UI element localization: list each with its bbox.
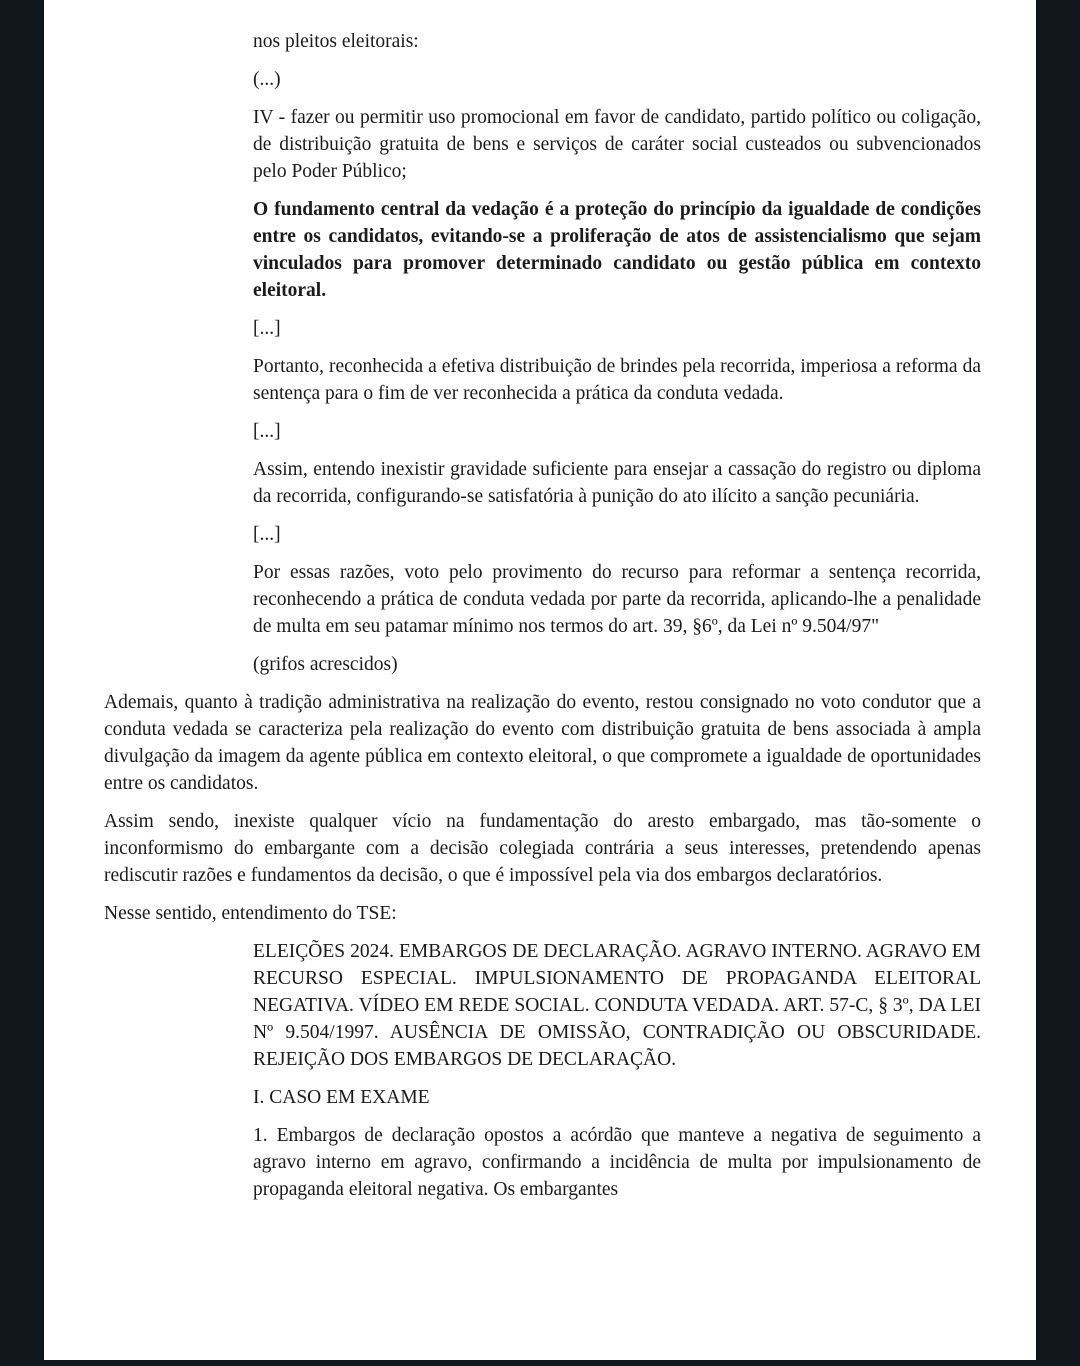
paragraph-quote-headnote: ELEIÇÕES 2024. EMBARGOS DE DECLARAÇÃO. AGRAVO INTERNO. AGRAVO EM RECURSO ESPECIAL. IMPULSIONAMENTO DE PROPAGANDA ELEITORAL NEGATIVA. VÍDEO EM REDE SOCIAL. CONDUTA VEDADA. ART. 57-C, § 3º, DA LEI Nº 9.504/1997. AUSÊNCIA DE OMISSÃO, CONTRADIÇÃO OU OBSCURIDADE. REJEIÇÃO DOS EMBARGOS DE DECLARAÇÃO. — [253, 941, 981, 1070]
paragraph-quote: 1. Embargos de declaração opostos a acórdão que manteve a negativa de seguimento a agravo interno em agravo, confirmando a incidência de multa por impulsionamento de propaganda eleitoral negativa. Os embargantes — [253, 1125, 981, 1200]
paragraph-body: Assim sendo, inexiste qualquer vício na fundamentação do aresto embargado, mas tão-somente o inconformismo do embargante com a decisão colegiada contrária a seus interesses, pretendendo apenas rediscutir razões e fundamentos da decisão, o que é impossível pela via dos embargos declaratórios. — [104, 811, 981, 886]
paragraph-body: Ademais, quanto à tradição administrativa na realização do evento, restou consignado no voto condutor que a conduta vedada se caracteriza pela realização do evento com distribuição gratuita de bens associada à ampla divulgação da imagem da agente pública em contexto eleitoral, o que compromete a igualdade de oportunidades entre os candidatos. — [104, 692, 981, 794]
paragraph-quote: IV - fazer ou permitir uso promocional em favor de candidato, partido político ou coligação, de distribuição gratuita de bens e serviços de caráter social custeados ou subvencionados pelo Poder Público; — [253, 107, 981, 182]
paragraph-quote: Portanto, reconhecida a efetiva distribuição de brindes pela recorrida, imperiosa a reforma da sentença para o fim de ver reconhecida a prática da conduta vedada. — [253, 356, 981, 404]
paragraph-quote-section-heading: I. CASO EM EXAME — [253, 1087, 430, 1108]
paragraph-quote-ellipsis: (...) — [253, 69, 281, 90]
document-page — [44, 0, 1036, 1360]
paragraph-quote: Por essas razões, voto pelo provimento do recurso para reformar a sentença recorrida, reconhecendo a prática de conduta vedada por parte da recorrida, aplicando-lhe a penalidade de multa em seu patamar mínimo nos termos do art. 39, §6º, da Lei nº 9.504/97" — [253, 562, 981, 637]
paragraph-body-lead: Nesse sentido, entendimento do TSE: — [104, 903, 397, 924]
paragraph-quote: Assim, entendo inexistir gravidade suficiente para ensejar a cassação do registro ou diploma da recorrida, configurando-se satisfatória à punição do ato ilícito a sanção pecuniária. — [253, 459, 981, 507]
paragraph-quote: nos pleitos eleitorais: — [253, 31, 419, 52]
paragraph-quote-bold: O fundamento central da vedação é a proteção do princípio da igualdade de condições entre os candidatos, evitando-se a proliferação de atos de assistencialismo que sejam vinculados para promover determinado candidato ou gestão pública em contexto eleitoral. — [253, 199, 981, 301]
paragraph-quote-ellipsis: [...] — [253, 318, 281, 339]
paragraph-quote-ellipsis: [...] — [253, 421, 281, 442]
paragraph-quote-note: (grifos acrescidos) — [253, 654, 398, 675]
paragraph-quote-ellipsis: [...] — [253, 524, 281, 545]
